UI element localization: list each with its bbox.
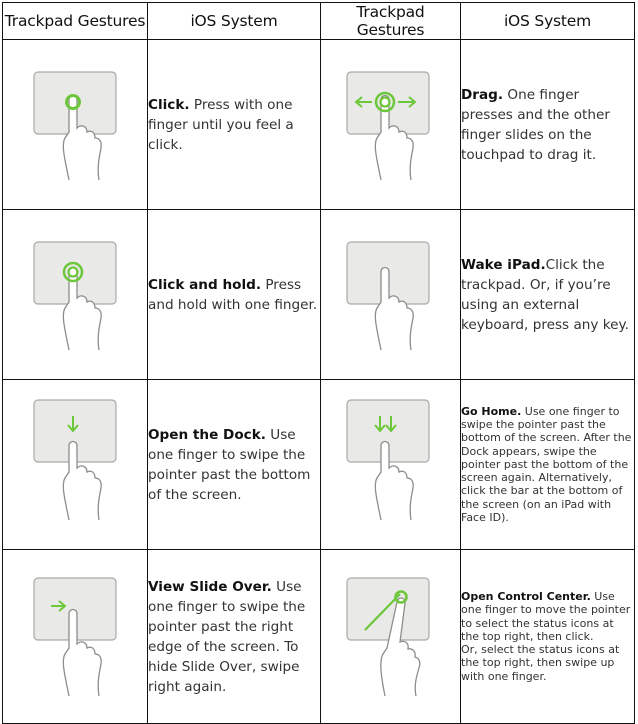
gesture-description xyxy=(461,550,635,724)
gesture-description xyxy=(461,380,635,550)
gesture-text: Use one finger to swipe the pointer past the bottom of the screen. xyxy=(148,426,311,503)
gesture-text: Use one finger to swipe the pointer past the bottom of the screen. After the Dock appears, swipe the pointer past the bottom of the screen again. Alternatively, click the bar at the bottom of the screen (on an iPad with Face ID). xyxy=(461,405,632,524)
gesture-description xyxy=(148,210,321,380)
gesture-title: Open the Dock. xyxy=(148,426,266,443)
gesture-text: Use one finger to move the pointer to select the status icons at the top right, then click. xyxy=(461,590,631,643)
gesture-title: Go Home. xyxy=(461,405,522,419)
table-row xyxy=(3,40,635,210)
swipe-right-gesture-icon xyxy=(3,550,148,719)
gesture-figure-cell xyxy=(3,550,148,724)
gesture-text: Click the trackpad. Or, if you’re using an external keyboard, press any key. xyxy=(461,256,629,333)
header-trackpad-gestures: Trackpad Gestures xyxy=(321,3,461,40)
tap-trackpad-gesture-icon xyxy=(321,210,461,375)
gesture-figure-cell xyxy=(3,40,148,210)
header-ios-system: iOS System xyxy=(461,3,635,40)
header-row xyxy=(3,3,635,40)
swipe-down-gesture-icon xyxy=(3,380,148,545)
gesture-title: View Slide Over. xyxy=(148,578,272,595)
gesture-figure-cell xyxy=(321,40,461,210)
gesture-text-alternative: Or, select the status icons at the top right, then swipe up with one finger. xyxy=(461,643,620,683)
single-tap-gesture-icon xyxy=(3,40,148,205)
gesture-text: Use one finger to swipe the pointer past the right edge of the screen. To hide Slide Over, swipe right again. xyxy=(148,578,306,695)
press-hold-gesture-icon xyxy=(3,210,148,375)
gesture-table xyxy=(2,2,635,724)
gesture-text: One finger presses and the other finger slides on the touchpad to drag it. xyxy=(461,86,610,163)
gesture-figure-cell xyxy=(321,210,461,380)
gesture-description xyxy=(148,40,321,210)
gesture-text: Press with one finger until you feel a click. xyxy=(148,96,294,153)
gesture-figure-cell xyxy=(3,380,148,550)
gesture-figure-cell xyxy=(321,380,461,550)
table-row xyxy=(3,210,635,380)
gesture-description xyxy=(461,40,635,210)
header-ios-system: iOS System xyxy=(148,3,321,40)
gesture-description xyxy=(148,380,321,550)
gesture-title: Click. xyxy=(148,96,190,113)
table-row xyxy=(3,550,635,724)
gesture-title: Open Control Center. xyxy=(461,590,591,604)
gesture-description xyxy=(461,210,635,380)
gesture-title: Wake iPad. xyxy=(461,256,546,273)
header-trackpad-gestures: Trackpad Gestures xyxy=(3,3,148,40)
gesture-title: Drag. xyxy=(461,86,504,103)
swipe-up-right-gesture-icon xyxy=(321,550,461,719)
double-swipe-down-gesture-icon xyxy=(321,380,461,545)
gesture-description xyxy=(148,550,321,724)
drag-left-right-gesture-icon xyxy=(321,40,461,205)
gesture-title: Click and hold. xyxy=(148,276,262,293)
gesture-figure-cell xyxy=(3,210,148,380)
gesture-figure-cell xyxy=(321,550,461,724)
gesture-text: Press and hold with one finger. xyxy=(148,276,318,313)
table-row xyxy=(3,380,635,550)
